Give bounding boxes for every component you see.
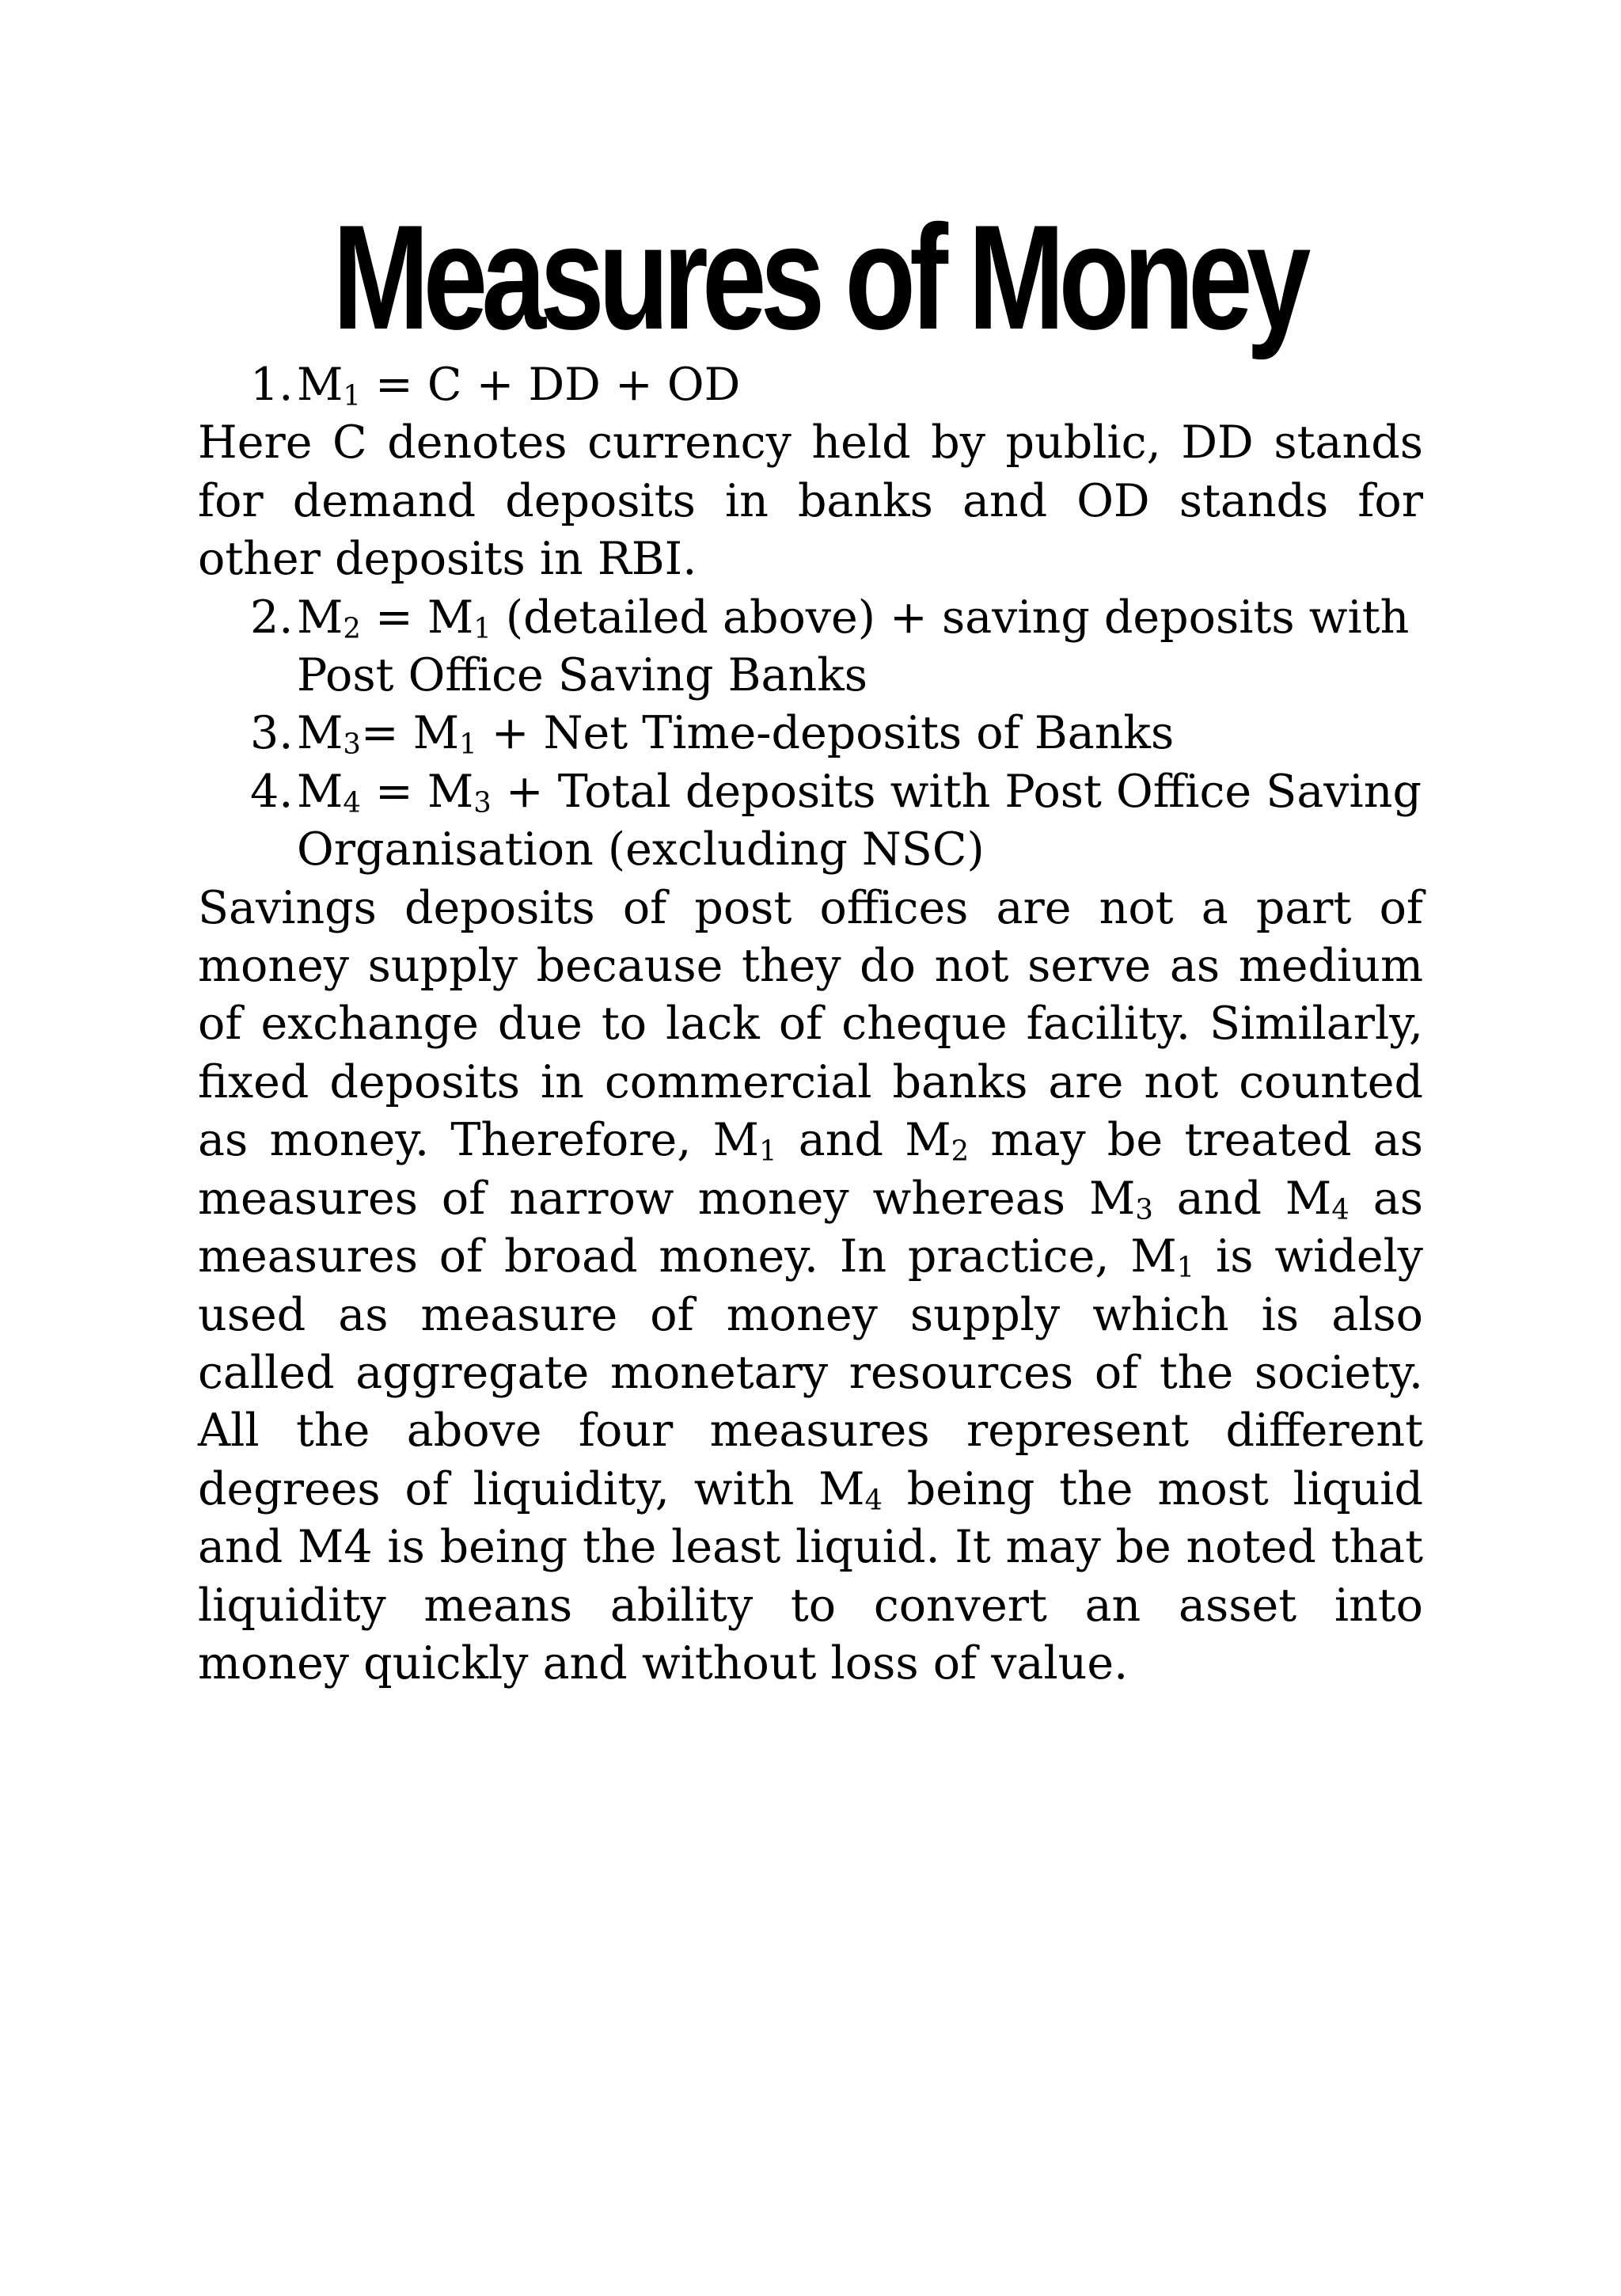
formula-text: $M_3= M_1$ + Net Time-deposits of Banks [297, 707, 1175, 761]
formula-text: $M_1 = C$ + DD + OD [297, 359, 741, 412]
list-number: 1. [250, 359, 294, 411]
list-item-4 [198, 763, 1423, 880]
list-number: 3. [250, 707, 294, 760]
paragraph-definitions: Here C denotes currency held by public, DD stands for demand deposits in banks and OD stands for other deposits in RBI. [198, 416, 1423, 586]
paragraph-explanation: Savings deposits of post offices are not a part of money supply because they do not serve as medium of exchange due to lack of cheque facility. Similarly, fixed deposits in commercial banks are not counted as money. Therefore, $M_1$ and $M_2$ may be treated as measures of narrow money whereas $M_3$ and $M_4$ as measures of broad money. In practice, $M_1$ is widely used as measure of money supply which is also called aggregate monetary resources of the society. All the above four measures represent different degrees of liquidity, with $M_4$ being the most liquid and M4 is being the least liquid. It may be noted that liquidity means ability to convert an asset into money quickly and without loss of value. [198, 881, 1423, 1690]
list-number: 4. [250, 765, 294, 818]
formula-text: $M_4 = M_3$ + Total deposits with Post Office Saving Organisation (excluding NSC) [297, 765, 1422, 876]
document-body [198, 356, 1423, 1693]
list-number: 2. [250, 591, 294, 644]
page-title: Measures of Money [332, 194, 1305, 360]
list-item-1 [198, 356, 1423, 414]
list-item-3 [198, 705, 1423, 762]
formula-text: $M_2 = M_1$ (detailed above) + saving deposits with Post Office Saving Banks [297, 591, 1410, 702]
list-item-2 [198, 589, 1423, 705]
